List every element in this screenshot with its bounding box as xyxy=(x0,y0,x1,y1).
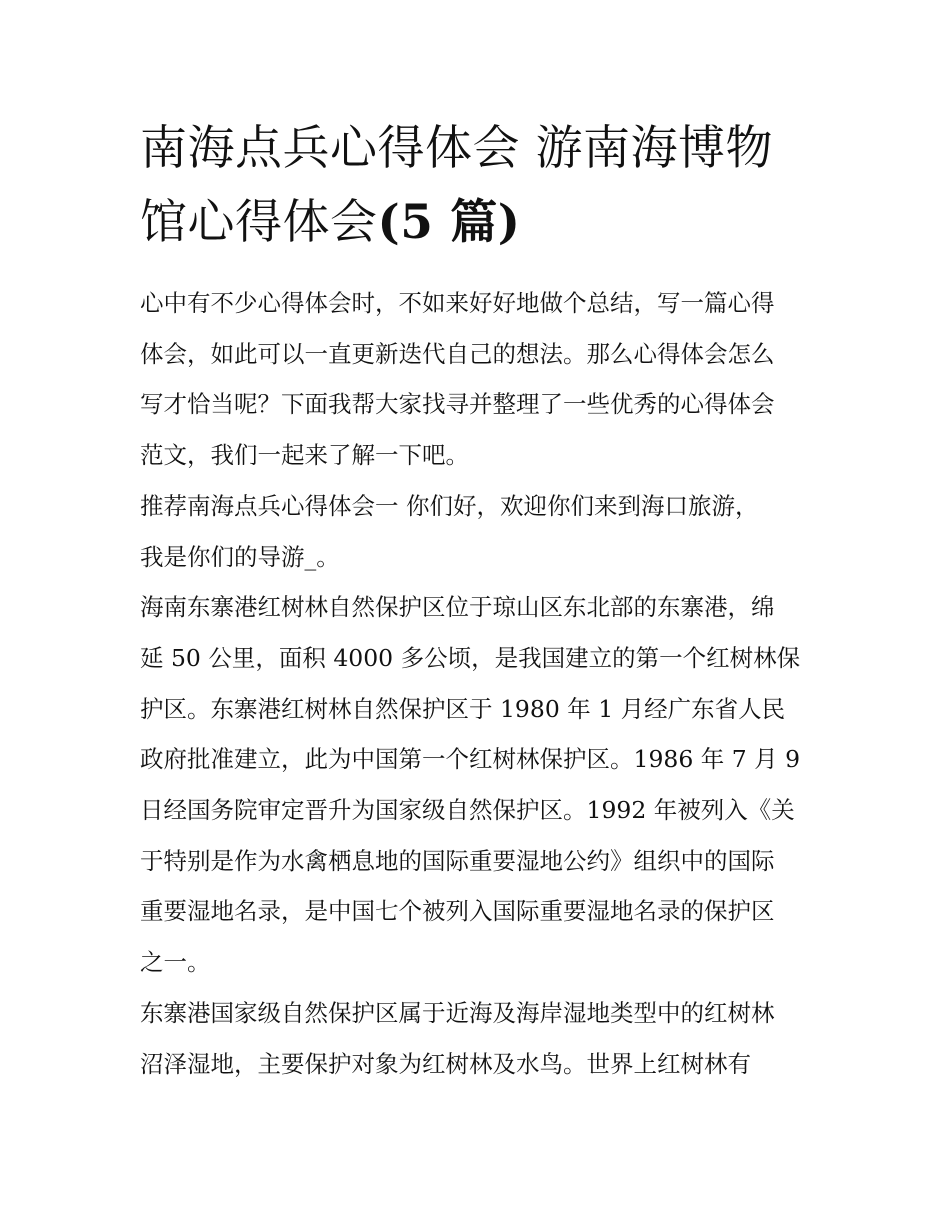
paragraph-line: 于特别是作为水禽栖息地的国际重要湿地公约》组织中的国际 xyxy=(140,846,775,875)
paragraph-line: 心中有不少心得体会时，不如来好好地做个总结，写一篇心得 xyxy=(140,289,775,317)
paragraph-line: 延 50 公里，面积 4000 多公顷，是我国建立的第一个红树林保 xyxy=(140,643,801,672)
title-line-2 xyxy=(140,186,820,260)
paragraph-line: 写才恰当呢？下面我帮大家找寻并整理了一些优秀的心得体会 xyxy=(140,390,775,419)
title-line-1: 南海点兵心得体会 游南海博物 xyxy=(140,121,773,176)
paragraph-line: 我是你们的导游_。 xyxy=(140,542,340,571)
paragraph-line: 推荐南海点兵心得体会一 你们好，欢迎你们来到海口旅游， xyxy=(140,491,759,520)
paragraph-intro xyxy=(140,278,830,481)
paragraph-line: 沼泽湿地，主要保护对象为红树林及水鸟。世界上红树林有 xyxy=(140,1049,751,1078)
document-title xyxy=(140,112,820,260)
paragraph-reserve-history xyxy=(140,582,830,988)
paragraph-line: 东寨港国家级自然保护区属于近海及海岸湿地类型中的红树林 xyxy=(140,998,775,1027)
paragraph-line: 体会，如此可以一直更新迭代自己的想法。那么心得体会怎么 xyxy=(140,339,775,368)
paragraph-line: 之一。 xyxy=(140,948,211,977)
paragraph-line: 重要湿地名录，是中国七个被列入国际重要湿地名录的保护区 xyxy=(140,897,775,926)
paragraph-line: 范文，我们一起来了解一下吧。 xyxy=(140,441,469,470)
title-line-2-bold: (5 篇) xyxy=(377,195,521,250)
title-line-2-main: 馆心得体会 xyxy=(140,195,378,250)
document-body xyxy=(140,278,830,1089)
paragraph-line: 海南东寨港红树林自然保护区位于琼山区东北部的东寨港，绵 xyxy=(140,593,775,622)
paragraph-line: 日经国务院审定晋升为国家级自然保护区。1992 年被列入《关 xyxy=(140,796,795,825)
paragraph-line: 政府批准建立，此为中国第一个红树林保护区。1986 年 7 月 9 xyxy=(140,745,801,774)
paragraph-greeting xyxy=(140,481,830,582)
paragraph-line: 护区。东寨港红树林自然保护区于 1980 年 1 月经广东省人民 xyxy=(140,694,786,723)
paragraph-wetland-type xyxy=(140,988,830,1089)
